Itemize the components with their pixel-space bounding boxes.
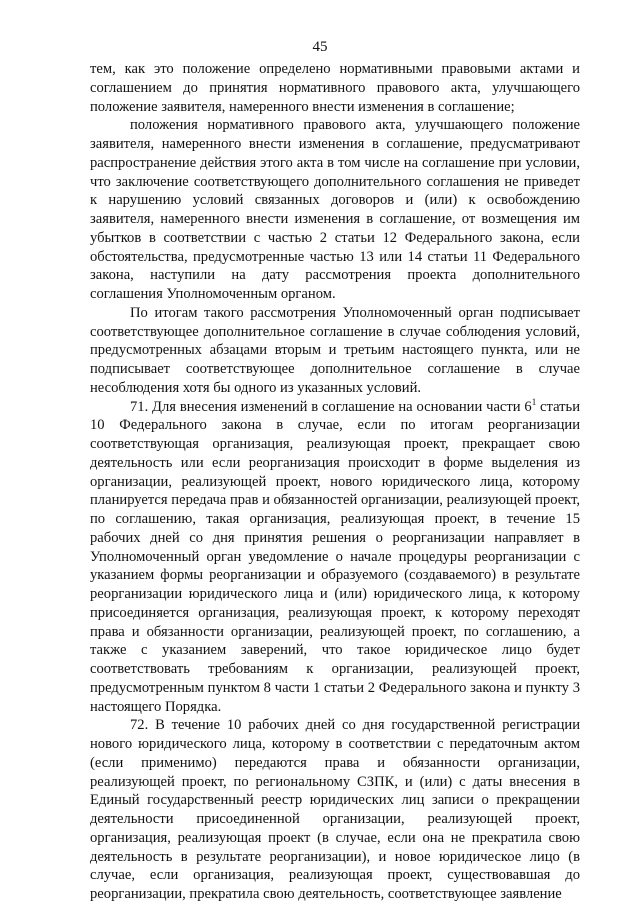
clause-71-text-start: 71. Для внесения изменений в соглашение на основании части 6 [130, 398, 532, 415]
paragraph-regulation-provisions: положения нормативного правового акта, улучшающего положение заявителя, намеренного внести изменения в соглашение, предусматривают распространение действия этого акта в том числе на соглашение при условии, что заключение соответствующего дополнительного соглашения не приведет к нарушению условий связанных договоров и (или) к освобождению заявителя, намеренного внести изменения в соглашение, от возмещения им убытков в соответствии с частью 2 статьи 12 Федерального закона, если обстоятельства, предусмотренные частью 13 или 14 статьи 11 Федерального закона, наступили на дату рассмотрения проекта дополнительного соглашения Уполномоченным органом. [90, 117, 580, 302]
clause-71-text-rest: статьи 10 Федерального закона в случае, если по итогам реорганизации соответствующая организация, реализующая проект, прекращает свою деятельность или если реорганизация происходит в форме выделения из организации, реализующей проект, нового юридического лица, которому планируется передача прав и обязанностей организации, реализующей проект, по соглашению, такая организация, реализующая проект, в течение 15 рабочих дней со дня принятия решения о реорганизации направляет в Уполномоченный орган уведомление о начале процедуры реорганизации с указанием формы реорганизации и образуемого (создаваемого) в результате реорганизации юридического лица и (или) юридического лица, к которому присоединяется организация, реализующая проект, к которому переходят права и обязанности организации, реализующей проект, по соглашению, а также с указанием заверений, что такое юридическое лицо будет соответствовать требованиям к организации, реализующей проект, предусмотренным пунктом 8 части 1 статьи 2 Федерального закона и пункту 3 настоящего Порядка. [90, 398, 581, 715]
paragraph-review-outcome: По итогам такого рассмотрения Уполномоченный орган подписывает соответствующее дополнительное соглашение в случае соблюдения условий, предусмотренных абзацами вторым и третьим настоящего пункта, или не подписывает соответствующее дополнительное соглашение в случае несоблюдения хотя бы одного из указанных условий. [90, 304, 580, 396]
paragraph-clause-71 [90, 398, 580, 717]
paragraph-clause-72: 72. В течение 10 рабочих дней со дня государственной регистрации нового юридического лица, которому в соответствии с передаточным актом (если применимо) передаются права и обязанности организации, реализующей проект, по региональному СЗПК, и (или) с даты внесения в Единый государственный реестр юридических лиц записи о прекращении деятельности присоединенной организации, реализующей проект, организация, реализующая проект (в случае, если она не прекратила свою деятельность в результате реорганизации), и новое юридическое лицо (в случае, если организация, реализующая проект, существовавшая до реорганизации, прекратила свою деятельность, соответствующее заявление [90, 717, 580, 902]
document-body [90, 60, 580, 904]
clause-71-superscript: 1 [531, 396, 537, 407]
page-number: 45 [312, 39, 328, 55]
paragraph-continuation: тем, как это положение определено нормативными правовыми актами и соглашением до принятия нормативного правового акта, улучшающего положение заявителя, намеренного внести изменения в соглашение; [90, 61, 580, 115]
